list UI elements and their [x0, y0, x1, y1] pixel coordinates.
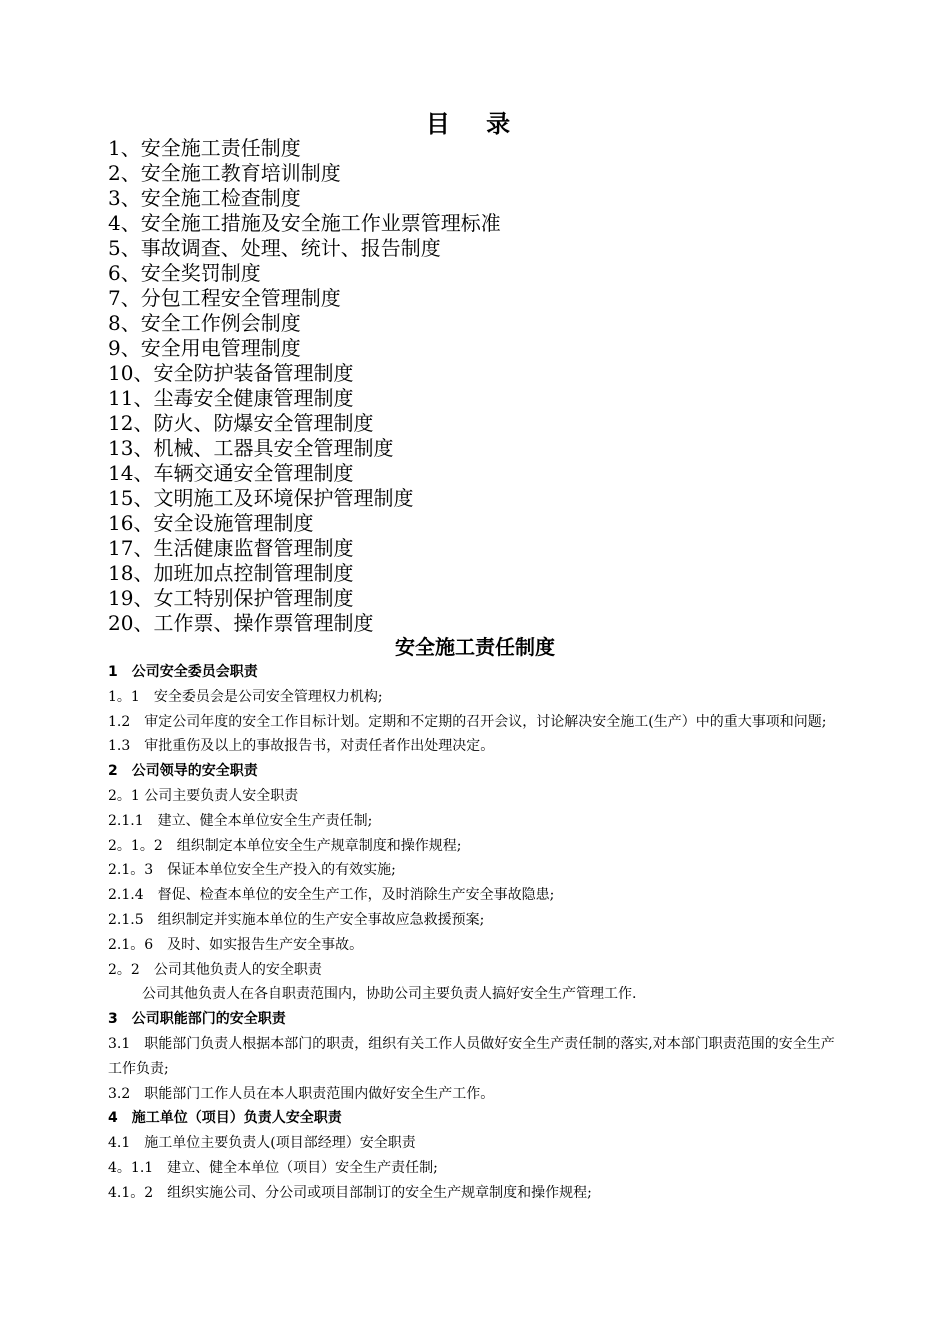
toc-item: 2、安全施工教育培训制度: [108, 161, 341, 185]
paragraph: 1.3 审批重伤及以上的事故报告书，对责任者作出处理决定。: [108, 738, 495, 755]
toc-item: 18、加班加点控制管理制度: [108, 561, 354, 585]
toc-item: 19、女工特别保护管理制度: [108, 586, 354, 610]
paragraph: 4.1 施工单位主要负责人(项目部经理）安全职责: [108, 1135, 416, 1152]
section-title: 安全施工责任制度: [395, 635, 555, 659]
paragraph: 2。2 公司其他负责人的安全职责: [108, 961, 322, 978]
toc-item: 11、尘毒安全健康管理制度: [108, 386, 354, 410]
toc-item: 7、分包工程安全管理制度: [108, 286, 341, 310]
toc-item: 4、安全施工措施及安全施工作业票管理标准: [108, 211, 501, 235]
section-heading: 4 施工单位（项目）负责人安全职责: [108, 1110, 342, 1127]
toc-item: 10、安全防护装备管理制度: [108, 361, 354, 385]
toc-item: 8、安全工作例会制度: [108, 311, 301, 335]
toc-item: 1、安全施工责任制度: [108, 136, 301, 160]
section-body: [108, 660, 843, 1206]
paragraph: 4。1.1 建立、健全本单位（项目）安全生产责任制;: [108, 1159, 438, 1176]
paragraph: 4.1。2 组织实施公司、分公司或项目部制订的安全生产规章制度和操作规程;: [108, 1184, 592, 1201]
toc-list: [108, 136, 501, 636]
toc-item: 9、安全用电管理制度: [108, 336, 301, 360]
toc-item: 14、车辆交通安全管理制度: [108, 461, 354, 485]
toc-item: 15、文明施工及环境保护管理制度: [108, 486, 414, 510]
section-heading: 3 公司职能部门的安全职责: [108, 1011, 286, 1028]
paragraph: 2.1.4 督促、检查本单位的安全生产工作，及时消除生产安全事故隐患;: [108, 887, 555, 904]
paragraph: 2.1.5 组织制定并实施本单位的生产安全事故应急救援预案;: [108, 911, 485, 928]
paragraph: 2。1 公司主要负责人安全职责: [108, 787, 299, 804]
toc-title: 目 录: [425, 110, 525, 138]
paragraph: 公司其他负责人在各自职责范围内，协助公司主要负责人搞好安全生产管理工作.: [142, 986, 637, 1003]
toc-item: 12、防火、防爆安全管理制度: [108, 411, 374, 435]
paragraph: 2.1。6 及时、如实报告生产安全事故。: [108, 936, 364, 953]
paragraph: 2.1.1 建立、健全本单位安全生产责任制;: [108, 812, 373, 829]
toc-item: 17、生活健康监督管理制度: [108, 536, 354, 560]
paragraph: 2。1。2 组织制定本单位安全生产规章制度和操作规程;: [108, 837, 462, 854]
paragraph: 3.1 职能部门负责人根据本部门的职责，组织有关工作人员做好安全生产责任制的落实,对本部门职责范围的安全生产工作负责;: [108, 1035, 835, 1077]
toc-item: 3、安全施工检查制度: [108, 186, 301, 210]
paragraph: 2.1。3 保证本单位安全生产投入的有效实施;: [108, 862, 396, 879]
section-heading: 2 公司领导的安全职责: [108, 763, 258, 780]
toc-item: 5、事故调查、处理、统计、报告制度: [108, 236, 441, 260]
section-heading: 1 公司安全委员会职责: [108, 664, 258, 680]
paragraph: 3.2 职能部门工作人员在本人职责范围内做好安全生产工作。: [108, 1085, 495, 1102]
paragraph: 1。1 安全委员会是公司安全管理权力机构;: [108, 688, 383, 705]
paragraph: 1.2 审定公司年度的安全工作目标计划。定期和不定期的召开会议，讨论解决安全施工(生产）中的重大事项和问题;: [108, 713, 827, 730]
toc-item: 6、安全奖罚制度: [108, 261, 261, 285]
toc-item: 13、机械、工器具安全管理制度: [108, 436, 394, 460]
toc-item: 20、工作票、操作票管理制度: [108, 611, 374, 635]
toc-item: 16、安全设施管理制度: [108, 511, 314, 535]
